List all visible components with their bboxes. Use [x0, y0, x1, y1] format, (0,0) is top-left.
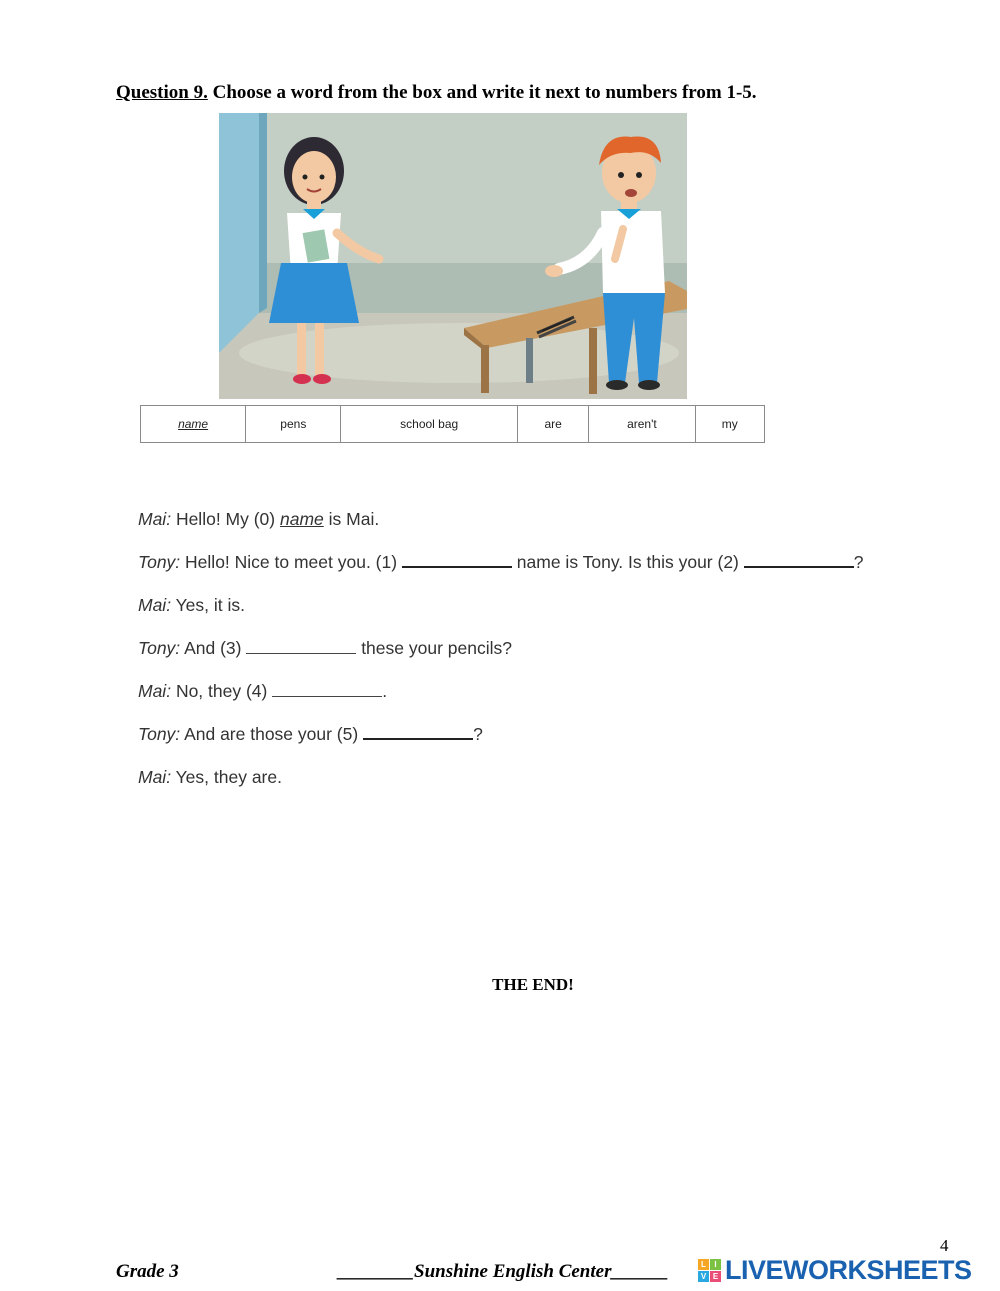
dialogue-text: And are those your (5): [184, 724, 364, 744]
question-title: [116, 82, 757, 104]
speaker-label: Tony:: [138, 552, 181, 572]
word-box-cell-are: are: [517, 406, 588, 443]
speaker-label: Mai:: [138, 681, 172, 701]
dialogue-text: these your pencils?: [356, 638, 512, 658]
logo-block: I: [710, 1259, 721, 1270]
logo-text: LIVEWORKSHEETS: [725, 1254, 972, 1285]
dialogue-text: ?: [853, 552, 864, 572]
dialogue: [138, 505, 863, 806]
word-box-cell-arent: aren't: [589, 406, 695, 443]
example-answer: name: [279, 509, 324, 529]
dialogue-text: .: [382, 681, 388, 701]
dialogue-text: Hello! My (0): [175, 509, 280, 529]
dialogue-line: [138, 548, 863, 591]
the-end-text: THE END!: [492, 975, 574, 994]
speaker-label: Mai:: [138, 595, 172, 615]
question-number: Question 9.: [116, 82, 208, 103]
footer-grade: Grade 3: [116, 1261, 179, 1282]
liveworksheets-logo: [698, 1254, 972, 1286]
dialogue-text: is Mai.: [323, 509, 380, 529]
word-box-cell-name: name: [141, 406, 246, 443]
dialogue-text: Yes, they are.: [175, 767, 282, 787]
question-instruction: Choose a word from the box and write it next to numbers from 1-5.: [212, 82, 757, 103]
answer-blank-5[interactable]: [363, 720, 473, 740]
word-box-cell-my: my: [695, 406, 765, 443]
dialogue-text: And (3): [184, 638, 247, 658]
answer-blank-2[interactable]: [744, 548, 854, 568]
speaker-label: Tony:: [138, 724, 181, 744]
page-number: 4: [940, 1236, 949, 1255]
logo-blocks-icon: [698, 1259, 721, 1282]
logo-block: E: [710, 1271, 721, 1282]
answer-blank-4[interactable]: [272, 678, 382, 697]
dialogue-text: No, they (4): [175, 681, 273, 701]
dialogue-line: [138, 634, 863, 677]
logo-block: V: [698, 1271, 709, 1282]
word-box-cell-pens: pens: [246, 406, 341, 443]
word-box: [140, 405, 765, 443]
answer-blank-1[interactable]: [402, 548, 512, 568]
speaker-label: Tony:: [138, 638, 181, 658]
speaker-label: Mai:: [138, 767, 172, 787]
dialogue-line: [138, 763, 863, 806]
dialogue-line: [138, 505, 863, 548]
dialogue-line: [138, 591, 863, 634]
classroom-illustration: [219, 113, 687, 399]
dialogue-line: [138, 720, 863, 763]
footer-center-name: ________Sunshine English Center______: [338, 1261, 669, 1282]
answer-blank-3[interactable]: [246, 635, 356, 654]
dialogue-text: Hello! Nice to meet you. (1): [185, 552, 402, 572]
dialogue-line: [138, 677, 863, 720]
logo-block: L: [698, 1259, 709, 1270]
dialogue-text: ?: [473, 724, 483, 744]
dialogue-text: Yes, it is.: [175, 595, 245, 615]
dialogue-text: name is Tony. Is this your (2): [511, 552, 744, 572]
word-box-cell-school-bag: school bag: [341, 406, 517, 443]
speaker-label: Mai:: [138, 509, 172, 529]
